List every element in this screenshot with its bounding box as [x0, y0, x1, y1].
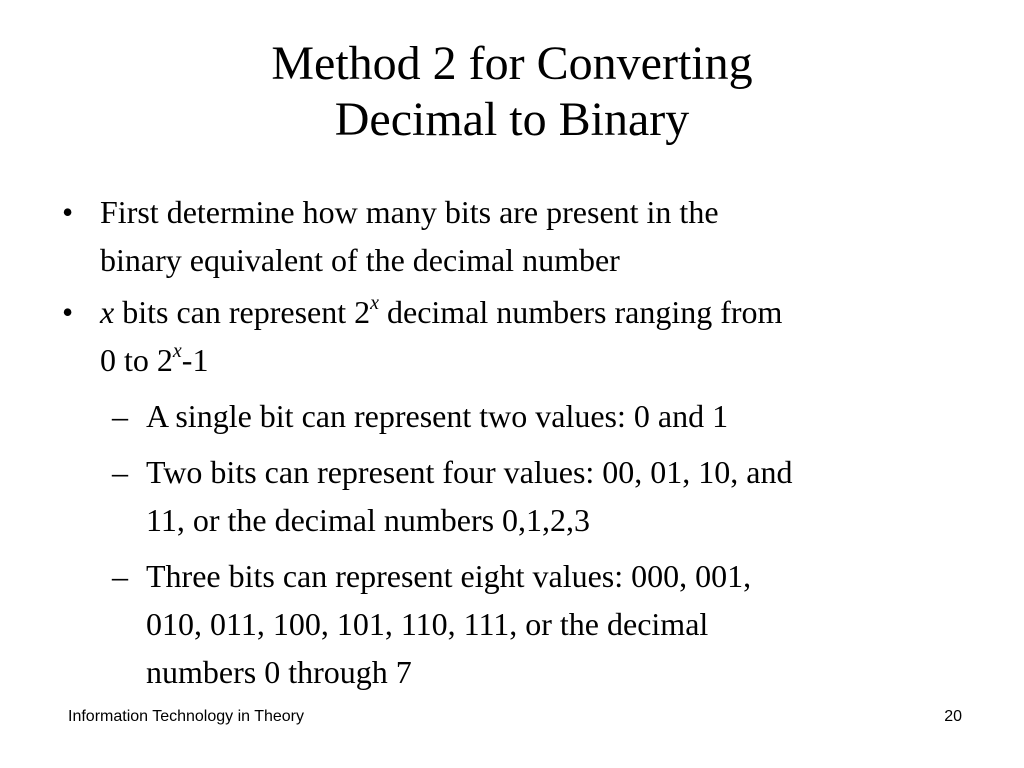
bullet-2-line-1	[100, 288, 992, 336]
slide-body	[62, 188, 992, 700]
sub-bullet-3	[62, 552, 992, 696]
sub-bullet-marker: –	[112, 454, 128, 490]
exponent-x: x	[370, 292, 379, 314]
bullet-1	[62, 188, 992, 284]
sub-bullet-marker: –	[112, 558, 128, 594]
sub-bullet-1-line-1: A single bit can represent two values: 0 and 1	[146, 398, 729, 434]
title-line-2: Decimal to Binary	[334, 93, 690, 146]
bullet-2	[62, 288, 992, 384]
bullet-marker: •	[62, 194, 74, 230]
sub-bullet-1	[62, 392, 992, 440]
slide-title	[0, 36, 1024, 148]
sub-bullet-2-line-2: 11, or the decimal numbers 0,1,2,3	[146, 502, 591, 538]
bullet-1-line-2: binary equivalent of the decimal number	[100, 242, 620, 278]
bullet-1-line-1: First determine how many bits are present in the	[100, 194, 719, 230]
bullet-2-line-2	[100, 336, 992, 384]
bullet-2-text-c: 0 to 2	[100, 342, 173, 378]
footer-page-number: 20	[944, 708, 962, 725]
footer-course-title: Information Technology in Theory	[68, 708, 304, 725]
sub-bullet-3-line-1: Three bits can represent eight values: 000, 001,	[146, 558, 752, 594]
exponent-x: x	[172, 340, 182, 362]
sub-bullet-3-line-2: 010, 011, 100, 101, 110, 111, or the decimal	[146, 606, 709, 642]
sub-bullet-marker: –	[112, 398, 128, 434]
sub-bullet-2	[62, 448, 992, 544]
sub-bullet-2-line-1: Two bits can represent four values: 00, 01, 10, and	[146, 454, 793, 490]
title-line-1: Method 2 for Converting	[271, 37, 753, 90]
bullet-2-text-d: -1	[181, 342, 209, 378]
bullet-marker: •	[62, 294, 74, 330]
variable-x: x	[100, 294, 115, 330]
bullet-2-text-b: decimal numbers ranging from	[379, 294, 783, 330]
bullet-2-text-a: bits can represent 2	[114, 294, 371, 330]
sub-bullet-3-line-3: numbers 0 through 7	[146, 654, 412, 690]
